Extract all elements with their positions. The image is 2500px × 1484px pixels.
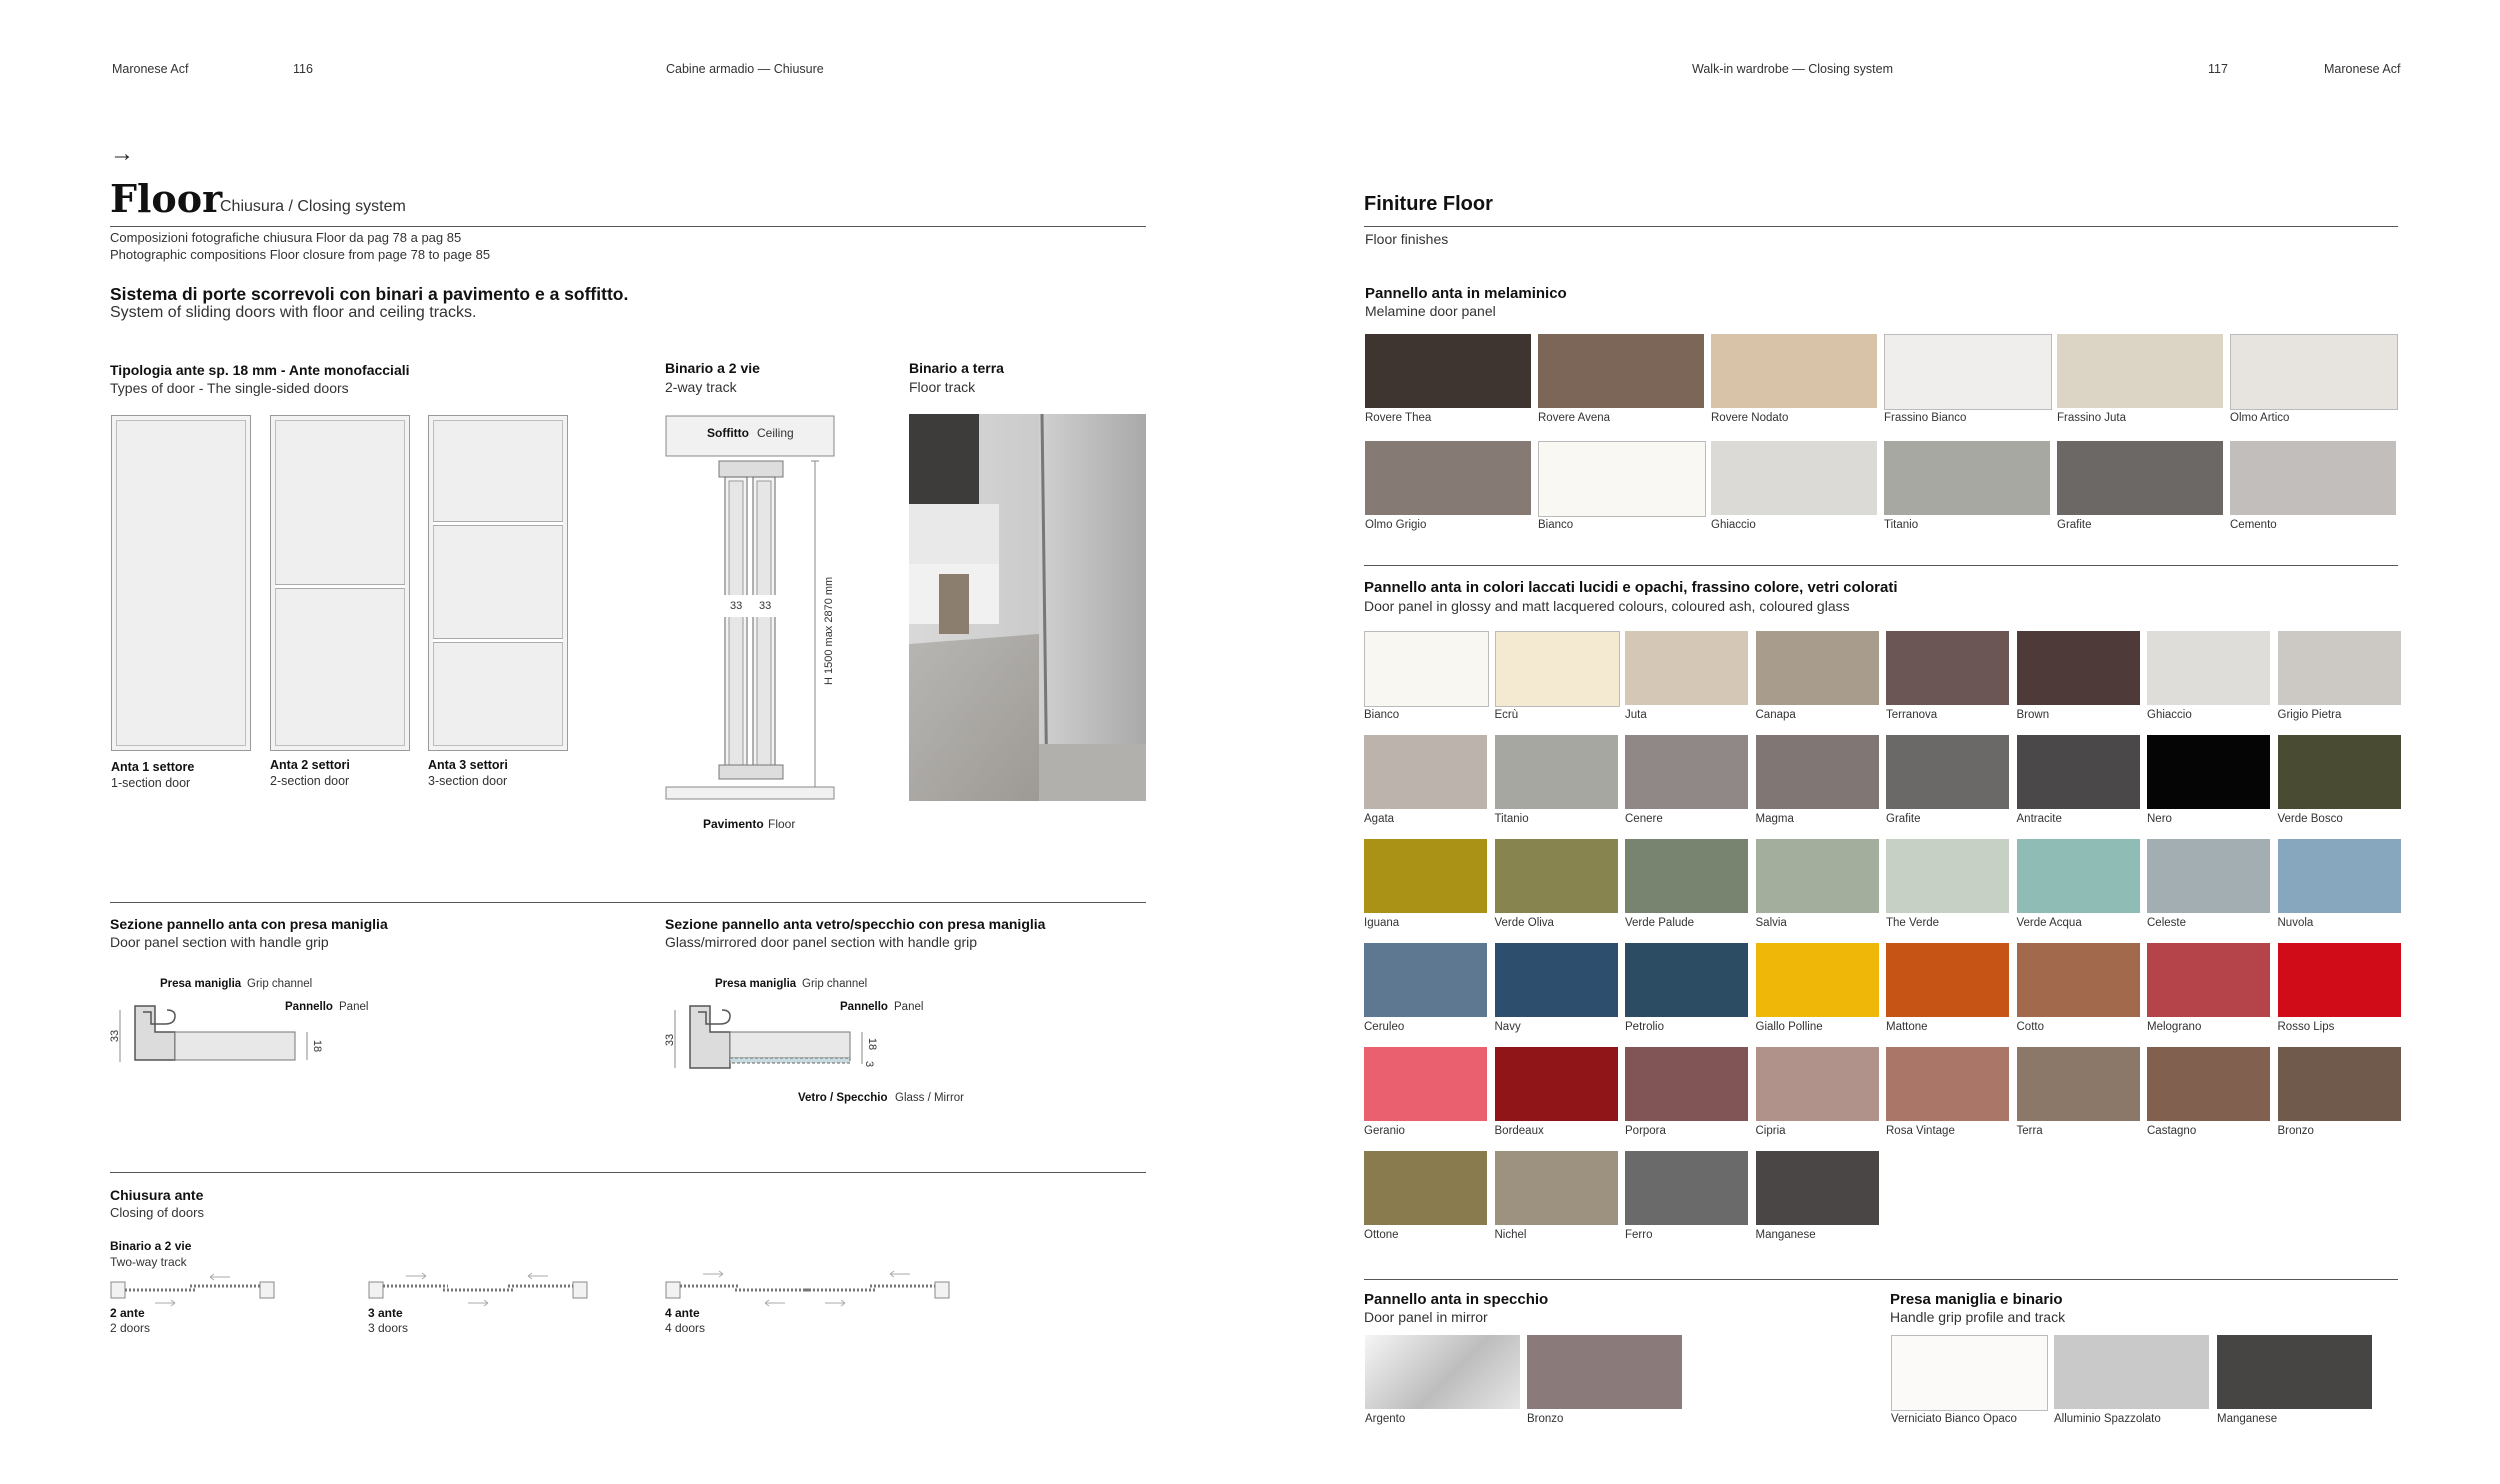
color-swatch [1495, 943, 1618, 1017]
door-type-sublabel: 1-section door [111, 776, 191, 790]
floor-track-photo [909, 414, 1146, 801]
swatch-label: Ghiaccio [1711, 519, 1756, 531]
swatch-label: Iguana [1364, 917, 1400, 929]
panel-label: Pannello [285, 1001, 333, 1013]
system-subtitle: System of sliding doors with floor and ceiling tracks. [110, 304, 477, 321]
swatch-label: Navy [1494, 1021, 1521, 1033]
color-swatch [1495, 735, 1618, 809]
color-swatch [1365, 1335, 1520, 1409]
swatch-label: Ghiaccio [2147, 709, 2192, 721]
swatch-label: Verniciato Bianco Opaco [1891, 1413, 2017, 1425]
color-swatch [1495, 1047, 1618, 1121]
swatch-label: Bronzo [2277, 1125, 2314, 1137]
floor-track-title: Binario a terra [909, 360, 1004, 376]
color-swatch [1886, 735, 2009, 809]
floor-track-subtitle: Floor track [909, 379, 976, 395]
closing-4-doors-diagram [665, 1268, 950, 1308]
swatch-label: Titanio [1494, 813, 1529, 825]
color-swatch [1756, 839, 1879, 913]
color-swatch [2147, 1047, 2270, 1121]
door-type-label: Anta 2 settori [270, 758, 350, 772]
color-swatch [2017, 631, 2140, 705]
color-swatch [1756, 1047, 1879, 1121]
color-swatch [1886, 631, 2009, 705]
swatch-label: Verde Oliva [1494, 917, 1554, 929]
handle-title: Presa maniglia e binario [1890, 1291, 2063, 1308]
compositions-en: Photographic compositions Floor closure from page 78 to page 85 [110, 247, 491, 262]
running-section-right: Walk-in wardrobe — Closing system [1692, 62, 1893, 76]
mirror-subtitle: Door panel in mirror [1364, 1309, 1488, 1325]
color-swatch [1364, 1047, 1487, 1121]
panel-label: Pannello [840, 1001, 888, 1013]
closing-subtitle: Closing of doors [110, 1205, 204, 1220]
section-grip-title: Sezione pannello anta con presa maniglia [110, 916, 388, 932]
swatch-label: Juta [1625, 709, 1647, 721]
swatch-label: Cotto [2016, 1021, 2044, 1033]
color-swatch [1886, 943, 2009, 1017]
running-section-left: Cabine armadio — Chiusure [666, 62, 824, 76]
closing-track-sublabel: Two-way track [110, 1255, 187, 1269]
dimension-label: 33 [109, 1029, 122, 1043]
swatch-label: Petrolio [1625, 1021, 1664, 1033]
color-swatch [2147, 735, 2270, 809]
swatch-label: Rosso Lips [2277, 1021, 2335, 1033]
swatch-label: Alluminio Spazzolato [2054, 1413, 2161, 1425]
color-swatch [1886, 1047, 2009, 1121]
ceiling-label: Soffitto [707, 426, 749, 440]
grip-channel-sublabel: Grip channel [802, 978, 868, 990]
swatch-label: Melograno [2147, 1021, 2202, 1033]
page-number-left: 116 [293, 62, 313, 76]
dimension-label: 3 [863, 1060, 876, 1068]
color-swatch [2147, 839, 2270, 913]
swatch-label: Magma [1755, 813, 1794, 825]
section-glass-subtitle: Glass/mirrored door panel section with handle grip [665, 934, 978, 950]
swatch-label: Argento [1365, 1413, 1406, 1425]
swatch-label: Frassino Bianco [1884, 412, 1967, 424]
color-swatch [2017, 839, 2140, 913]
swatch-label: Agata [1364, 813, 1395, 825]
color-swatch [1365, 334, 1531, 408]
compositions-it: Composizioni fotografiche chiusura Floor da pag 78 a pag 85 [110, 230, 462, 245]
swatch-label: Terra [2016, 1125, 2043, 1137]
swatch-label: Verde Palude [1625, 917, 1695, 929]
swatch-label: Salvia [1755, 917, 1787, 929]
swatch-label: Rovere Nodato [1711, 412, 1789, 424]
swatch-label: The Verde [1886, 917, 1940, 929]
color-swatch [1625, 631, 1748, 705]
color-swatch [1756, 943, 1879, 1017]
page-subtitle: Chiusura / Closing system [220, 198, 406, 215]
door-type-sublabel: 2-section door [270, 774, 350, 788]
swatch-label: Bordeaux [1494, 1125, 1544, 1137]
color-swatch [1538, 441, 1706, 517]
color-swatch [2017, 1047, 2140, 1121]
color-swatch [2278, 839, 2401, 913]
swatch-label: Antracite [2016, 813, 2062, 825]
swatch-label: Ceruleo [1364, 1021, 1405, 1033]
melamine-title: Pannello anta in melaminico [1365, 285, 1567, 302]
swatch-label: Frassino Juta [2057, 412, 2127, 424]
color-swatch [2054, 1335, 2209, 1409]
color-swatch [2217, 1335, 2372, 1409]
two-way-track-subtitle: 2-way track [665, 379, 737, 395]
color-swatch [1364, 735, 1487, 809]
lacquer-title: Pannello anta in colori laccati lucidi e opachi, frassino colore, vetri colorati [1364, 579, 1898, 596]
two-way-track-title: Binario a 2 vie [665, 360, 760, 376]
swatch-label: Verde Bosco [2277, 813, 2343, 825]
swatch-label: Brown [2016, 709, 2050, 721]
swatch-label: Mattone [1886, 1021, 1928, 1033]
color-swatch [2057, 334, 2223, 408]
color-swatch [2278, 1047, 2401, 1121]
swatch-label: Cenere [1625, 813, 1663, 825]
swatch-label: Titanio [1884, 519, 1919, 531]
grip-section-drawing [109, 1002, 345, 1072]
glass-section-drawing [664, 1002, 900, 1082]
closing-track-label: Binario a 2 vie [110, 1239, 192, 1253]
closing-item-label: 3 ante [368, 1306, 403, 1320]
color-swatch [1495, 839, 1618, 913]
divider [1364, 226, 2398, 227]
swatch-label: Ottone [1364, 1229, 1399, 1241]
dimension-label: 33 [759, 600, 772, 612]
swatch-label: Rovere Thea [1365, 412, 1432, 424]
section-glass-title: Sezione pannello anta vetro/specchio con presa maniglia [665, 916, 1046, 932]
color-swatch [1625, 735, 1748, 809]
swatch-label: Grigio Pietra [2277, 709, 2342, 721]
color-swatch [1495, 631, 1620, 707]
color-swatch [2230, 441, 2396, 515]
swatch-label: Nichel [1494, 1229, 1527, 1241]
handle-subtitle: Handle grip profile and track [1890, 1309, 2066, 1325]
color-swatch [2147, 943, 2270, 1017]
swatch-label: Manganese [2217, 1413, 2278, 1425]
finishes-title: Finiture Floor [1364, 193, 1493, 215]
panel-sublabel: Panel [339, 1001, 369, 1013]
door-1-section-drawing [111, 415, 251, 751]
swatch-label: Ferro [1625, 1229, 1653, 1241]
closing-2-doors-diagram [110, 1272, 275, 1308]
color-swatch [1364, 631, 1489, 707]
two-way-track-drawing [665, 415, 835, 800]
color-swatch [1886, 839, 2009, 913]
swatch-label: Terranova [1886, 709, 1938, 721]
running-brand-left: Maronese Acf [112, 62, 189, 76]
door-2-section-drawing [270, 415, 410, 751]
swatch-label: Cemento [2230, 519, 2277, 531]
color-swatch [1711, 441, 1877, 515]
swatch-label: Rosa Vintage [1886, 1125, 1955, 1137]
swatch-label: Porpora [1625, 1125, 1666, 1137]
color-swatch [2017, 943, 2140, 1017]
swatch-label: Nuvola [2277, 917, 2314, 929]
color-swatch [1625, 943, 1748, 1017]
door-types-title: Tipologia ante sp. 18 mm - Ante monofacciali [110, 362, 410, 378]
color-swatch [1756, 735, 1879, 809]
dimension-label: 18 [866, 1037, 879, 1051]
dimension-label: 33 [664, 1033, 677, 1047]
divider [110, 1172, 1146, 1173]
color-swatch [1364, 943, 1487, 1017]
finishes-subtitle: Floor finishes [1365, 231, 1449, 247]
swatch-label: Castagno [2147, 1125, 2197, 1137]
arrow-right-icon: → [110, 140, 134, 167]
swatch-label: Rovere Avena [1538, 412, 1611, 424]
closing-item-sublabel: 2 doors [110, 1321, 151, 1335]
color-swatch [1884, 441, 2050, 515]
color-swatch [1495, 1151, 1618, 1225]
color-swatch [1891, 1335, 2048, 1411]
section-grip-subtitle: Door panel section with handle grip [110, 934, 329, 950]
divider [1364, 565, 2398, 566]
color-swatch [2278, 631, 2401, 705]
swatch-label: Geranio [1364, 1125, 1405, 1137]
swatch-label: Ecrù [1494, 709, 1519, 721]
glass-sublabel: Glass / Mirror [895, 1092, 964, 1104]
color-swatch [2147, 631, 2270, 705]
grip-channel-label: Presa maniglia [715, 978, 797, 990]
divider [110, 902, 1146, 903]
grip-channel-label: Presa maniglia [160, 978, 242, 990]
closing-3-doors-diagram [368, 1270, 588, 1308]
color-swatch [1756, 1151, 1879, 1225]
running-brand-right: Maronese Acf [2324, 62, 2401, 76]
swatch-label: Giallo Polline [1755, 1021, 1823, 1033]
swatch-label: Manganese [1755, 1229, 1816, 1241]
swatch-label: Olmo Grigio [1365, 519, 1427, 531]
color-swatch [2278, 735, 2401, 809]
color-swatch [1364, 1151, 1487, 1225]
swatch-label: Grafite [2057, 519, 2092, 531]
glass-label: Vetro / Specchio [798, 1092, 888, 1104]
system-title: Sistema di porte scorrevoli con binari a pavimento e a soffitto. [110, 284, 629, 304]
height-dimension-label: H 1500 max 2870 mm [823, 576, 835, 685]
color-swatch [1364, 839, 1487, 913]
closing-item-label: 2 ante [110, 1306, 145, 1320]
ceiling-sublabel: Ceiling [757, 426, 794, 440]
grip-channel-sublabel: Grip channel [247, 978, 313, 990]
mirror-title: Pannello anta in specchio [1364, 1291, 1549, 1308]
color-swatch [1625, 839, 1748, 913]
lacquer-subtitle: Door panel in glossy and matt lacquered colours, coloured ash, coloured glass [1364, 598, 1850, 614]
closing-item-sublabel: 3 doors [368, 1321, 409, 1335]
color-swatch [1625, 1151, 1748, 1225]
swatch-label: Nero [2147, 813, 2172, 825]
divider [1364, 1279, 2398, 1280]
floor-sublabel: Floor [768, 817, 796, 831]
melamine-subtitle: Melamine door panel [1365, 303, 1496, 319]
swatch-label: Grafite [1886, 813, 1921, 825]
door-types-subtitle: Types of door - The single-sided doors [110, 380, 349, 396]
closing-item-label: 4 ante [665, 1306, 700, 1320]
door-type-label: Anta 3 settori [428, 758, 508, 772]
floor-label: Pavimento [703, 817, 764, 831]
door-type-sublabel: 3-section door [428, 774, 508, 788]
swatch-label: Canapa [1755, 709, 1796, 721]
closing-title: Chiusura ante [110, 1187, 204, 1203]
color-swatch [1527, 1335, 1682, 1409]
color-swatch [2017, 735, 2140, 809]
closing-item-sublabel: 4 doors [665, 1321, 706, 1335]
door-3-section-drawing [428, 415, 568, 751]
swatch-label: Verde Acqua [2016, 917, 2082, 929]
divider [110, 226, 1146, 227]
panel-sublabel: Panel [894, 1001, 924, 1013]
color-swatch [1365, 441, 1531, 515]
swatch-label: Olmo Artico [2230, 412, 2290, 424]
color-swatch [1756, 631, 1879, 705]
swatch-label: Celeste [2147, 917, 2186, 929]
color-swatch [1538, 334, 1704, 408]
dimension-label: 33 [730, 600, 743, 612]
color-swatch [1625, 1047, 1748, 1121]
color-swatch [1711, 334, 1877, 408]
door-type-label: Anta 1 settore [111, 760, 195, 774]
color-swatch [2278, 943, 2401, 1017]
swatch-label: Bronzo [1527, 1413, 1564, 1425]
swatch-label: Bianco [1538, 519, 1574, 531]
page-title: Floor [110, 176, 223, 221]
swatch-label: Cipria [1755, 1125, 1786, 1137]
color-swatch [2057, 441, 2223, 515]
color-swatch [1884, 334, 2052, 410]
swatch-label: Bianco [1364, 709, 1400, 721]
dimension-label: 18 [311, 1039, 324, 1053]
color-swatch [2230, 334, 2398, 410]
page-number-right: 117 [2208, 62, 2228, 76]
